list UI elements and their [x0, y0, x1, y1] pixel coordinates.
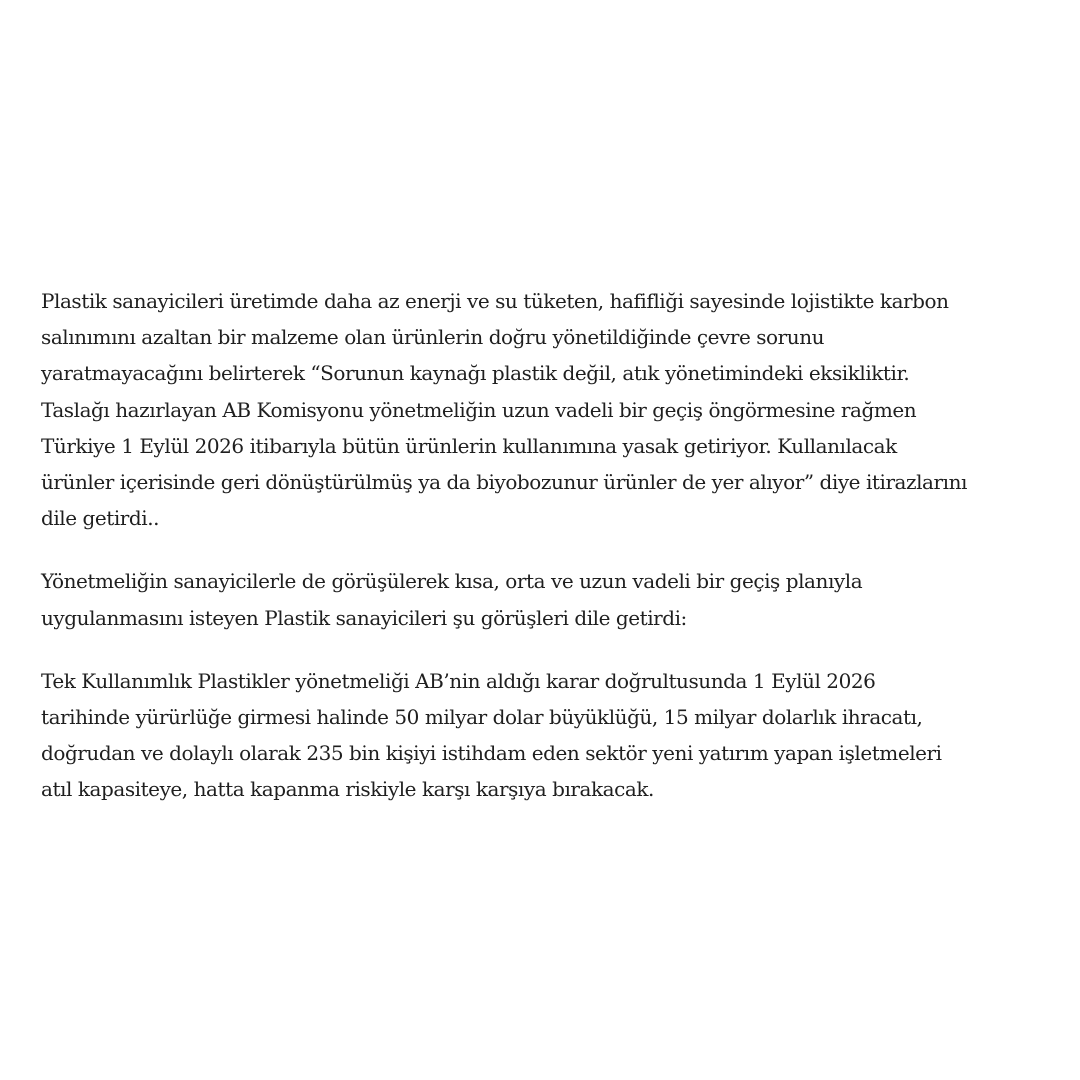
text-line: Türkiye 1 Eylül 2026 itibarıyla bütün ürünlerin kullanımına yasak getiriyor. Kullanılacak — [41, 433, 897, 458]
text-line: Tek Kullanımlık Plastikler yönetmeliği AB’nin aldığı karar doğrultusunda 1 Eylül 2026 — [41, 668, 876, 693]
paragraph-2 — [41, 563, 1041, 635]
text-line: Taslağı hazırlayan AB Komisyonu yönetmeliğin uzun vadeli bir geçiş öngörmesine rağmen — [41, 397, 917, 422]
text-line: Yönetmeliğin sanayicilerle de görüşülerek kısa, orta ve uzun vadeli bir geçiş planıyla — [41, 569, 863, 594]
text-line: atıl kapasiteye, hatta kapanma riskiyle karşı karşıya bırakacak. — [41, 777, 654, 802]
paragraph-3 — [41, 663, 1041, 808]
text-line: tarihinde yürürlüğe girmesi halinde 50 milyar dolar büyüklüğü, 15 milyar dolarlık ihracatı, — [41, 705, 923, 730]
paragraph-1 — [41, 283, 1041, 536]
text-line: yaratmayacağını belirterek “Sorunun kaynağı plastik değil, atık yönetimindeki eksikliktir. — [41, 361, 910, 386]
text-line: dile getirdi.. — [41, 506, 160, 531]
text-line: Plastik sanayicileri üretimde daha az enerji ve su tüketen, hafifliği sayesinde lojistikte karbon — [41, 289, 949, 313]
article-body — [41, 283, 1041, 835]
text-line: ürünler içerisinde geri dönüştürülmüş ya da biyobozunur ürünler de yer alıyor” diye itirazlarını — [41, 470, 967, 495]
text-line: salınımını azaltan bir malzeme olan ürünlerin doğru yönetildiğinde çevre sorunu — [41, 325, 825, 350]
text-line: doğrudan ve dolaylı olarak 235 bin kişiyi istihdam eden sektör yeni yatırım yapan işletmeleri — [41, 741, 942, 766]
text-line: uygulanmasını isteyen Plastik sanayicileri şu görüşleri dile getirdi: — [41, 605, 687, 630]
